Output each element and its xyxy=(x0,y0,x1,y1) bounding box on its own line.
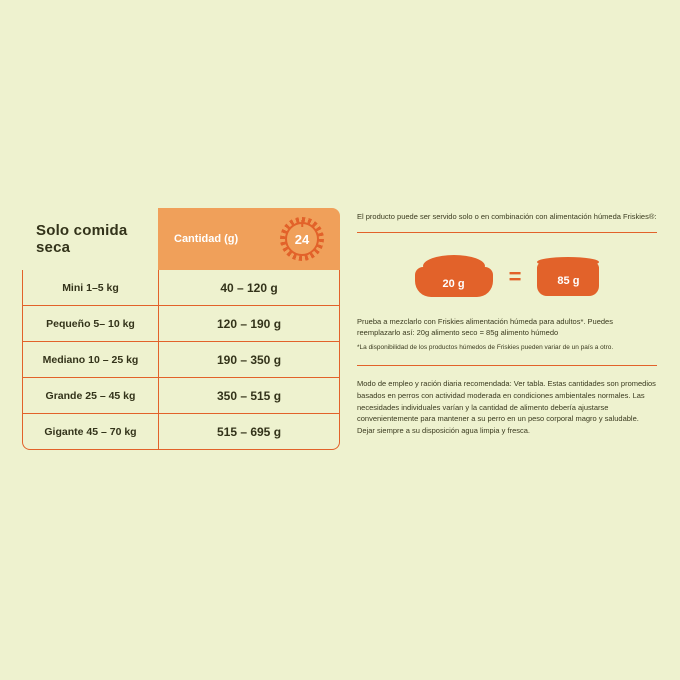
intro-text: El producto puede ser servido solo o en combinación con alimentación húmeda Friskies®: xyxy=(357,212,657,221)
table-title-cell xyxy=(22,208,158,270)
equals-sign: = xyxy=(508,264,522,290)
equivalence-graphic xyxy=(357,255,657,299)
usage-instructions: Modo de empleo y ración diaria recomendada: Ver tabla. Estas cantidades son promedios basados en perros con actividad moderada en condiciones ambientales normales. Las necesidades individuales varían y la cantidad de alimento debería ajustarse convenientemente para mantener a su perro en un peso corporal magro y saludable. Dejar siempre a su disposición agua limpia y fresca. xyxy=(357,379,656,435)
row-size: Pequeño 5– 10 kg xyxy=(23,306,159,341)
info-column xyxy=(357,212,657,437)
availability-footnote: *La disponibilidad de los productos húmedos de Friskies pueden variar de un país a otro. xyxy=(357,344,614,352)
wet-food-amount: 85 g xyxy=(557,275,580,288)
row-amount: 120 – 190 g xyxy=(216,316,282,331)
row-size: Mediano 10 – 25 kg xyxy=(23,342,159,377)
table-row xyxy=(23,306,339,342)
amount-header-cell xyxy=(158,208,340,270)
badge-tick xyxy=(301,220,303,227)
table-row xyxy=(23,378,339,414)
table-row xyxy=(23,342,339,378)
table-row xyxy=(23,414,339,449)
row-amount: 190 – 350 g xyxy=(216,352,282,367)
page-title: Solo comida seca xyxy=(36,222,128,256)
row-amount: 40 – 120 g xyxy=(220,280,278,295)
table-row xyxy=(23,270,339,306)
feeding-table xyxy=(22,208,340,450)
badge-value: 24 xyxy=(294,231,310,247)
dry-food-amount: 20 g xyxy=(442,278,465,291)
row-size: Mini 1–5 kg xyxy=(23,270,159,305)
divider-bottom xyxy=(357,365,657,367)
row-size: Grande 25 – 45 kg xyxy=(23,378,159,413)
bowl-shape xyxy=(415,267,493,297)
row-size: Gigante 45 – 70 kg xyxy=(23,414,159,449)
24-hours-badge-icon xyxy=(280,217,324,261)
row-amount: 515 – 695 g xyxy=(216,424,282,439)
wet-food-can-icon xyxy=(537,255,599,299)
table-body xyxy=(22,270,340,450)
can-body-shape xyxy=(537,262,599,296)
dog-bowl-icon xyxy=(415,255,493,299)
divider-top xyxy=(357,232,657,234)
mixing-instructions: Prueba a mezclarlo con Friskies alimentación húmeda para adultos*. Puedes reemplazarlo así: 20g alimento seco = 85g alimento húmedo xyxy=(357,317,613,338)
row-amount: 350 – 515 g xyxy=(216,388,282,403)
table-header xyxy=(22,208,340,270)
amount-column-header: Cantidad (g) xyxy=(174,233,239,245)
badge-inner xyxy=(285,222,319,256)
